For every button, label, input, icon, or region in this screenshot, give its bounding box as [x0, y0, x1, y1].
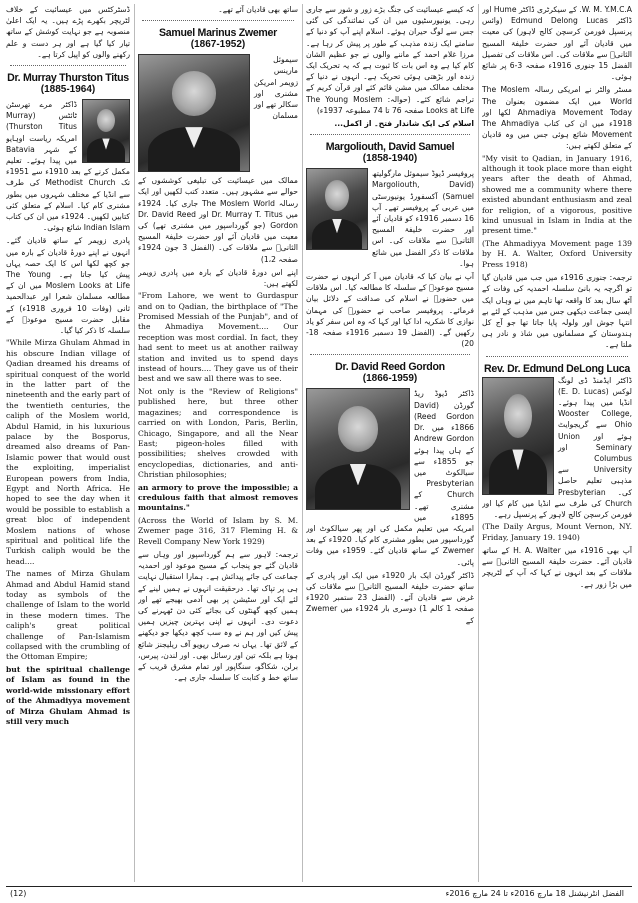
english-quote-bold: but the spiritual challenge of Islam as found in the world-wide missionary effort of the Ahmadiyya movement of Mirza Ghulam Ahmad is still very much [6, 664, 130, 726]
english-quote-bold: an armory to prove the impossible; a credulous faith that almost removes mountains." [138, 482, 298, 513]
article-text: W. M. Y.M.C.A. کے سیکرٹری ڈاکٹر Hume اور ڈاکٹر Edmund Delong Lucas (وائس پرنسپل فورمن کرسچن کالج لاہور) کی معیت میں قادیان آئے اور حضرت خلیفۃ المسیح الثانیؓ سے ملاقات کی۔ اس ملاقات کی تفصیل الفضل 15 جنوری 1916ء صفحہ 3-6 پر شائع ہوئی۔ [482, 5, 632, 82]
article-text: سیموئل مارینس زویمر امریکن مشنری اور سکالر تھے اور مسلمان [254, 55, 298, 121]
article-text: اسلام کی ایک شاندار فتح۔ از اکمل... [334, 119, 474, 129]
article-text: ڈاکٹر گورڈن ایک بار 1920ء میں ایک اور پادری کے ساتھ حضرت خلیفۃ المسیح الثانیؓ سے ملاقات کی غرض سے قادیان آئے۔ (الفضل 23 ستمبر 1920ء صفحہ 1 کالم 1) دوسری بار 1924ء میں Zwemer کے [306, 570, 474, 625]
portrait-lucas [482, 377, 554, 495]
section-heading-gordon: Dr. David Reed Gordon [335, 361, 445, 374]
article-text: ڈاکٹر ڈیوڈ ریڈ گورڈن (David Reed Gordon) 1866ء میں Dr. Andrew Gordon کے ہاں پیدا ہوئے جو 1855ء سے سیالکوٹ میں Presbyterian Church کے مشنری تھے۔ 1895ء میں امریکہ میں تعلیم مکمل کی اور پھر سیالکوٹ اور گورداسپور میں بطور مشنری کام کیا۔ 1920ء کے بعد Zwemer کے ساتھ قادیان گئے۔ 1959ء میں وفات پائی۔ [306, 389, 474, 567]
separator [310, 134, 470, 135]
article-text: اپنے اس دورۂ قادیان کے بارہ میں پادری زویمر لکھتے ہیں: [138, 267, 298, 289]
english-quote: The names of Mirza Ghulam Ahmad and Abdul Hamid stand today as symbols of the challenge of Islam to the world in these modern times. The caliph's great political challenge of Pan-Islamism collapsed with the crumbling of the Ottoman Empire; [6, 569, 130, 662]
portrait-titus [82, 99, 130, 163]
portrait-gordon [306, 388, 410, 510]
column-rule [134, 4, 135, 882]
section-dates-titus: (1885-1964) [40, 84, 96, 96]
article-text: پادری زویمر کے ساتھ قادیان گئے۔ انہوں نے اپنے دورۂ قادیان کے بارہ میں جو کچھ لکھا اس کا ایک حصہ یہاں پیش کیا جاتا ہے۔ The Young Moslem Looks at Life میں ان کے مطالعہ مسلمان شعرا اور عبدالحمید ثانی (وفات 10 فروری 1918ء) کے مقابل حضرت مسیح موعودؑ کے سلسلہ کا ذکر کیا گیا۔ [6, 236, 130, 336]
article-text: آپ بھی 1916ء میں H. A. Walter کے ساتھ قادیان آئے۔ حضرت خلیفۃ المسیح الثانیؓ سے ملاقات کے بعد انہوں نے کہا کہ آپ کے لٹریچر میں بڑا زور ہے۔ [482, 545, 632, 589]
english-quote: "While Mirza Ghulam Ahmad in his obscure Indian village of Qadian dreamed his dreams of spiritual conquest of the world in the latter part of the nineteenth and the early part of the twentieth centuries, the caliph of the Moslem world, Abdul Hamid, in his luxurious palace by the Bosporus, dreamed also dreams of Pan-Islamic power that would oust the exploiting, imperialist European powers from India, Egypt and North Africa. He hoped to see the day when it would be possible to establish a great bloc of independent Moslem nations of whose spiritual and political life the Turkish caliph would be the head.... [6, 338, 130, 566]
separator [10, 65, 126, 66]
column-zwemer [138, 4, 298, 882]
article-text: ڈاکٹر ایڈمنڈ ڈی لونگ لوکس (E. D. Lucas) انڈیا میں پیدا ہوئے۔ Wooster College, Ohio سے گریجوایٹ ہوئے اور Union Seminary اور Columbus University سے مذہبی تعلیم حاصل کی۔ Presbyterian Church کی طرف سے انڈیا میں کام کیا اور فورمن کرسچن کالج لاہور کے پرنسپل رہے۔ [482, 375, 632, 519]
article-text: ترجمہ: جنوری 1916ء میں جب میں قادیان گیا تو اگرچہ یہ بانیٔ سلسلہ احمدیہ کی وفات کے آٹھ سال بعد کا واقعہ تھا تاہم میں نے وہاں ایک ایسی جماعت دیکھی جس میں مذہب کے لئے بے انتہا جوش اور ولولہ پایا جاتا تھا جو آج کل ہندوستان کے مسلمانوں میں شاذ و نادر ہی ملتا ہے۔ [482, 273, 632, 350]
english-quote: "My visit to Qadian, in January 1916, although it took place more than eight years after the death of Ahmad, showed me a community where there existed abundant enthusiasm and zeal for religion, of a vigorous, positive kind unusual in Islam in India at the present time." [482, 153, 632, 236]
section-dates-zwemer: (1867-1952) [190, 39, 246, 51]
separator [310, 354, 470, 355]
portrait-margoliouth [306, 168, 368, 250]
english-quote: Not only is the "Review of Religions" published here, but three other magazines; and correspondence is carried on with London, Paris, Berlin, Chicago, Singapore, and all the Near East; pigeon-holes filled with possibilities; shelves crowded with encyclopedias, dictionaries, and anti-Christian philosophies; [138, 386, 298, 480]
citation: (Across the World of Islam by S. M. Zwemer page 316, 317 Fleming H. & Revell Company New York 1929) [138, 515, 298, 546]
article-text: ترجمہ: لاہور سے ہم گورداسپور اور وہاں سے قادیان گئے جو پنجاب کے مسیح موعود اور احمدیہ جماعت کی جائے پیدائش ہے۔ ہمارا استقبال نہایت ہی پر تپاک تھا۔ درحقیقت انہوں نے ہمیں لینے کے لئے ایک اور سٹیشن پر بھی آدمی بھیجے تھے اور ہمیں کچھ گھنٹوں کی بجائے کئی دن ٹھہرنے کی دعوت دی۔ انہوں نے اپنی بہترین چیزیں ہمیں پیش کیں اور ہم نے وہ سب کچھ دیکھا جو دیکھنے کے لائق تھا۔ یہاں نہ صرف ریویو آف ریلیجنز شائع ہوتا ہے بلکہ تین اور رسائل بھی۔ اور لندن، پیرس، برلن، شکاگو، سنگاپور اور تمام مشرق قریب کے ساتھ خط و کتابت کا سلسلہ جاری ہے۔ [138, 549, 298, 683]
page-footer [6, 886, 632, 899]
article-text: پروفیسر ڈیوڈ سیموئل مارگولیتھ (Margoliouth, David Samuel) آکسفورڈ یونیورسٹی میں عربی کے پروفیسر تھے۔ آپ 16 دسمبر 1916ء کو قادیان آئے اور حضرت خلیفۃ المسیح الثانیؓ سے ملاقات کی۔ اس ملاقات کا ذکر الفضل میں شائع ہوا۔ [372, 169, 474, 268]
section-heading-zwemer: Samuel Marinus Zwemer [159, 27, 277, 40]
article-text: مسٹر والٹر نے امریکی رسالہ The Moslem World میں ایک مضمون بعنوان The Ahmadiya Movement Today لکھا اور 1918ء میں ان کی کتاب The Ahmadiya Movement شائع ہوئی جس میں وہ قادیان کے متعلق لکھتے ہیں: [482, 85, 632, 151]
separator [142, 20, 294, 21]
section-heading-margoliouth: Margoliouth, David Samuel [325, 141, 455, 154]
column-rule [302, 4, 303, 882]
citation: (The Ahmadiyya Movement page 139 by H. A. Walter, Oxford University Press 1918) [482, 238, 632, 269]
citation: (The Daily Argus, Mount Vernon, NY. Friday, January 19. 1940) [482, 522, 632, 542]
separator [486, 356, 628, 357]
article-text: ممالک میں عیسائیت کی تبلیغی کوششوں کے حوالے سے مشہور ہیں۔ متعدد کتب لکھیں اور ایک رسالہ The Moslem World جاری کیا۔ 1924ء میں Dr. Murray T. Titus اور Dr. David Reed Gordon (جو گورداسپور میں مشنری تھے) کی معیت میں قادیان آئے اور حضرت خلیفۃ المسیح الثانیؓ سے ملاقات کی۔ (الفضل 3 جون 1924ء صفحہ 1،2) [138, 176, 298, 264]
column-rule [478, 4, 479, 882]
article-text: کہ کیسے عیسائیت کی جنگ بڑے زور و شور سے جاری رہی۔ یونیورسٹیوں میں ان کی نمائندگی کی گئی جس سے لوگ حیران ہوئے۔ اسلام اپنے آپ کو دنیا کے سامنے ایک زندہ مذہب کے طور پر پیش کر رہا ہے۔ مرزا غلام احمد کے ماننے والوں نے جو عظیم الشان کام کیا ہے وہ اس بات کا ثبوت ہے کہ یہ تحریک ایک زندہ اور بڑھتی ہوئی تحریک ہے۔ انہوں نے دنیا کے مختلف ممالک میں مشن قائم کئے اور قرآن کریم کے تراجم شائع کئے۔ (حوالہ: The Young Moslem Looks at Life صفحہ 76 تا 74 مطبوعہ 1937ء) [306, 5, 474, 115]
portrait-zwemer [138, 54, 250, 172]
page-number: (12) [10, 889, 27, 898]
issue-date: الفضل انٹرنیشنل 18 مارچ 2016ء تا 24 مارچ 2016ء [445, 889, 624, 898]
article-text: ڈسٹرکٹس میں عیسائیت کے خلاف لٹریچر بکھرے پڑے ہیں۔ یہ ایک اعلیٰ منصوبہ ہے جو نہایت کوشش کے ساتھ تیار کیا گیا ہے اور ہر دست و علم رکھنے والوں کو اپیل کرتا ہے۔ [6, 5, 130, 59]
section-heading-lucas: Rev. Dr. Edmund DeLong Luca [484, 362, 630, 375]
newspaper-page [6, 4, 632, 899]
section-heading-titus: Dr. Murray Thurston Titus [7, 72, 129, 85]
column-walter-lucas [482, 4, 632, 882]
section-dates-margoliouth: (1858-1940) [362, 153, 418, 165]
column-titus [6, 4, 130, 882]
article-text: ڈاکٹر مرے تھرسٹن ٹائٹس (Murray Thurston Titus) امریکہ ریاست اوہایو کے شہر Batavia میں پیدا ہوئے۔ تعلیم مکمل کرنے کے بعد 1910ء سے 1951ء تک Methodist Church کی طرف سے انڈیا کے مختلف شہروں میں بطور مشنری کام کیا۔ اسلام کے متعلق کئی کتابیں لکھیں۔ 1924ء میں ان کی کتاب Indian Islam شائع ہوئی۔ [6, 100, 130, 233]
article-text: ساتھ بھی قادیان آئے تھے۔ [218, 5, 298, 14]
column-margoliouth-gordon [306, 4, 474, 882]
section-dates-gordon: (1866-1959) [362, 373, 418, 385]
article-text: آپ نے بیان کیا کہ قادیان میں آ کر انہوں نے حضرت مسیح موعودؑ کے سلسلہ کا مطالعہ کیا۔ اس ملاقات میں حضورؓ نے اسلام کی صداقت کے دلائل بیان فرمائے۔ پروفیسر صاحب نے حضورؓ کی مہمان نوازی کا شکریہ ادا کیا اور کہا کہ وہ اس سفر کو یاد رکھیں گے۔ (الفضل 19 دسمبر 1916ء صفحہ 18-20) [306, 272, 474, 349]
english-quote: "From Lahore, we went to Gurdaspur and on to Qadian, the birthplace of "The Promised Messiah of the Punjab", and of the Ahmadiya Movement.... Our reception was most cordial. In fact, they had sent to meet us at another railway station and invited us to spend days instead of hours.... They gave us of their best and we saw all there was to see. [138, 291, 298, 384]
